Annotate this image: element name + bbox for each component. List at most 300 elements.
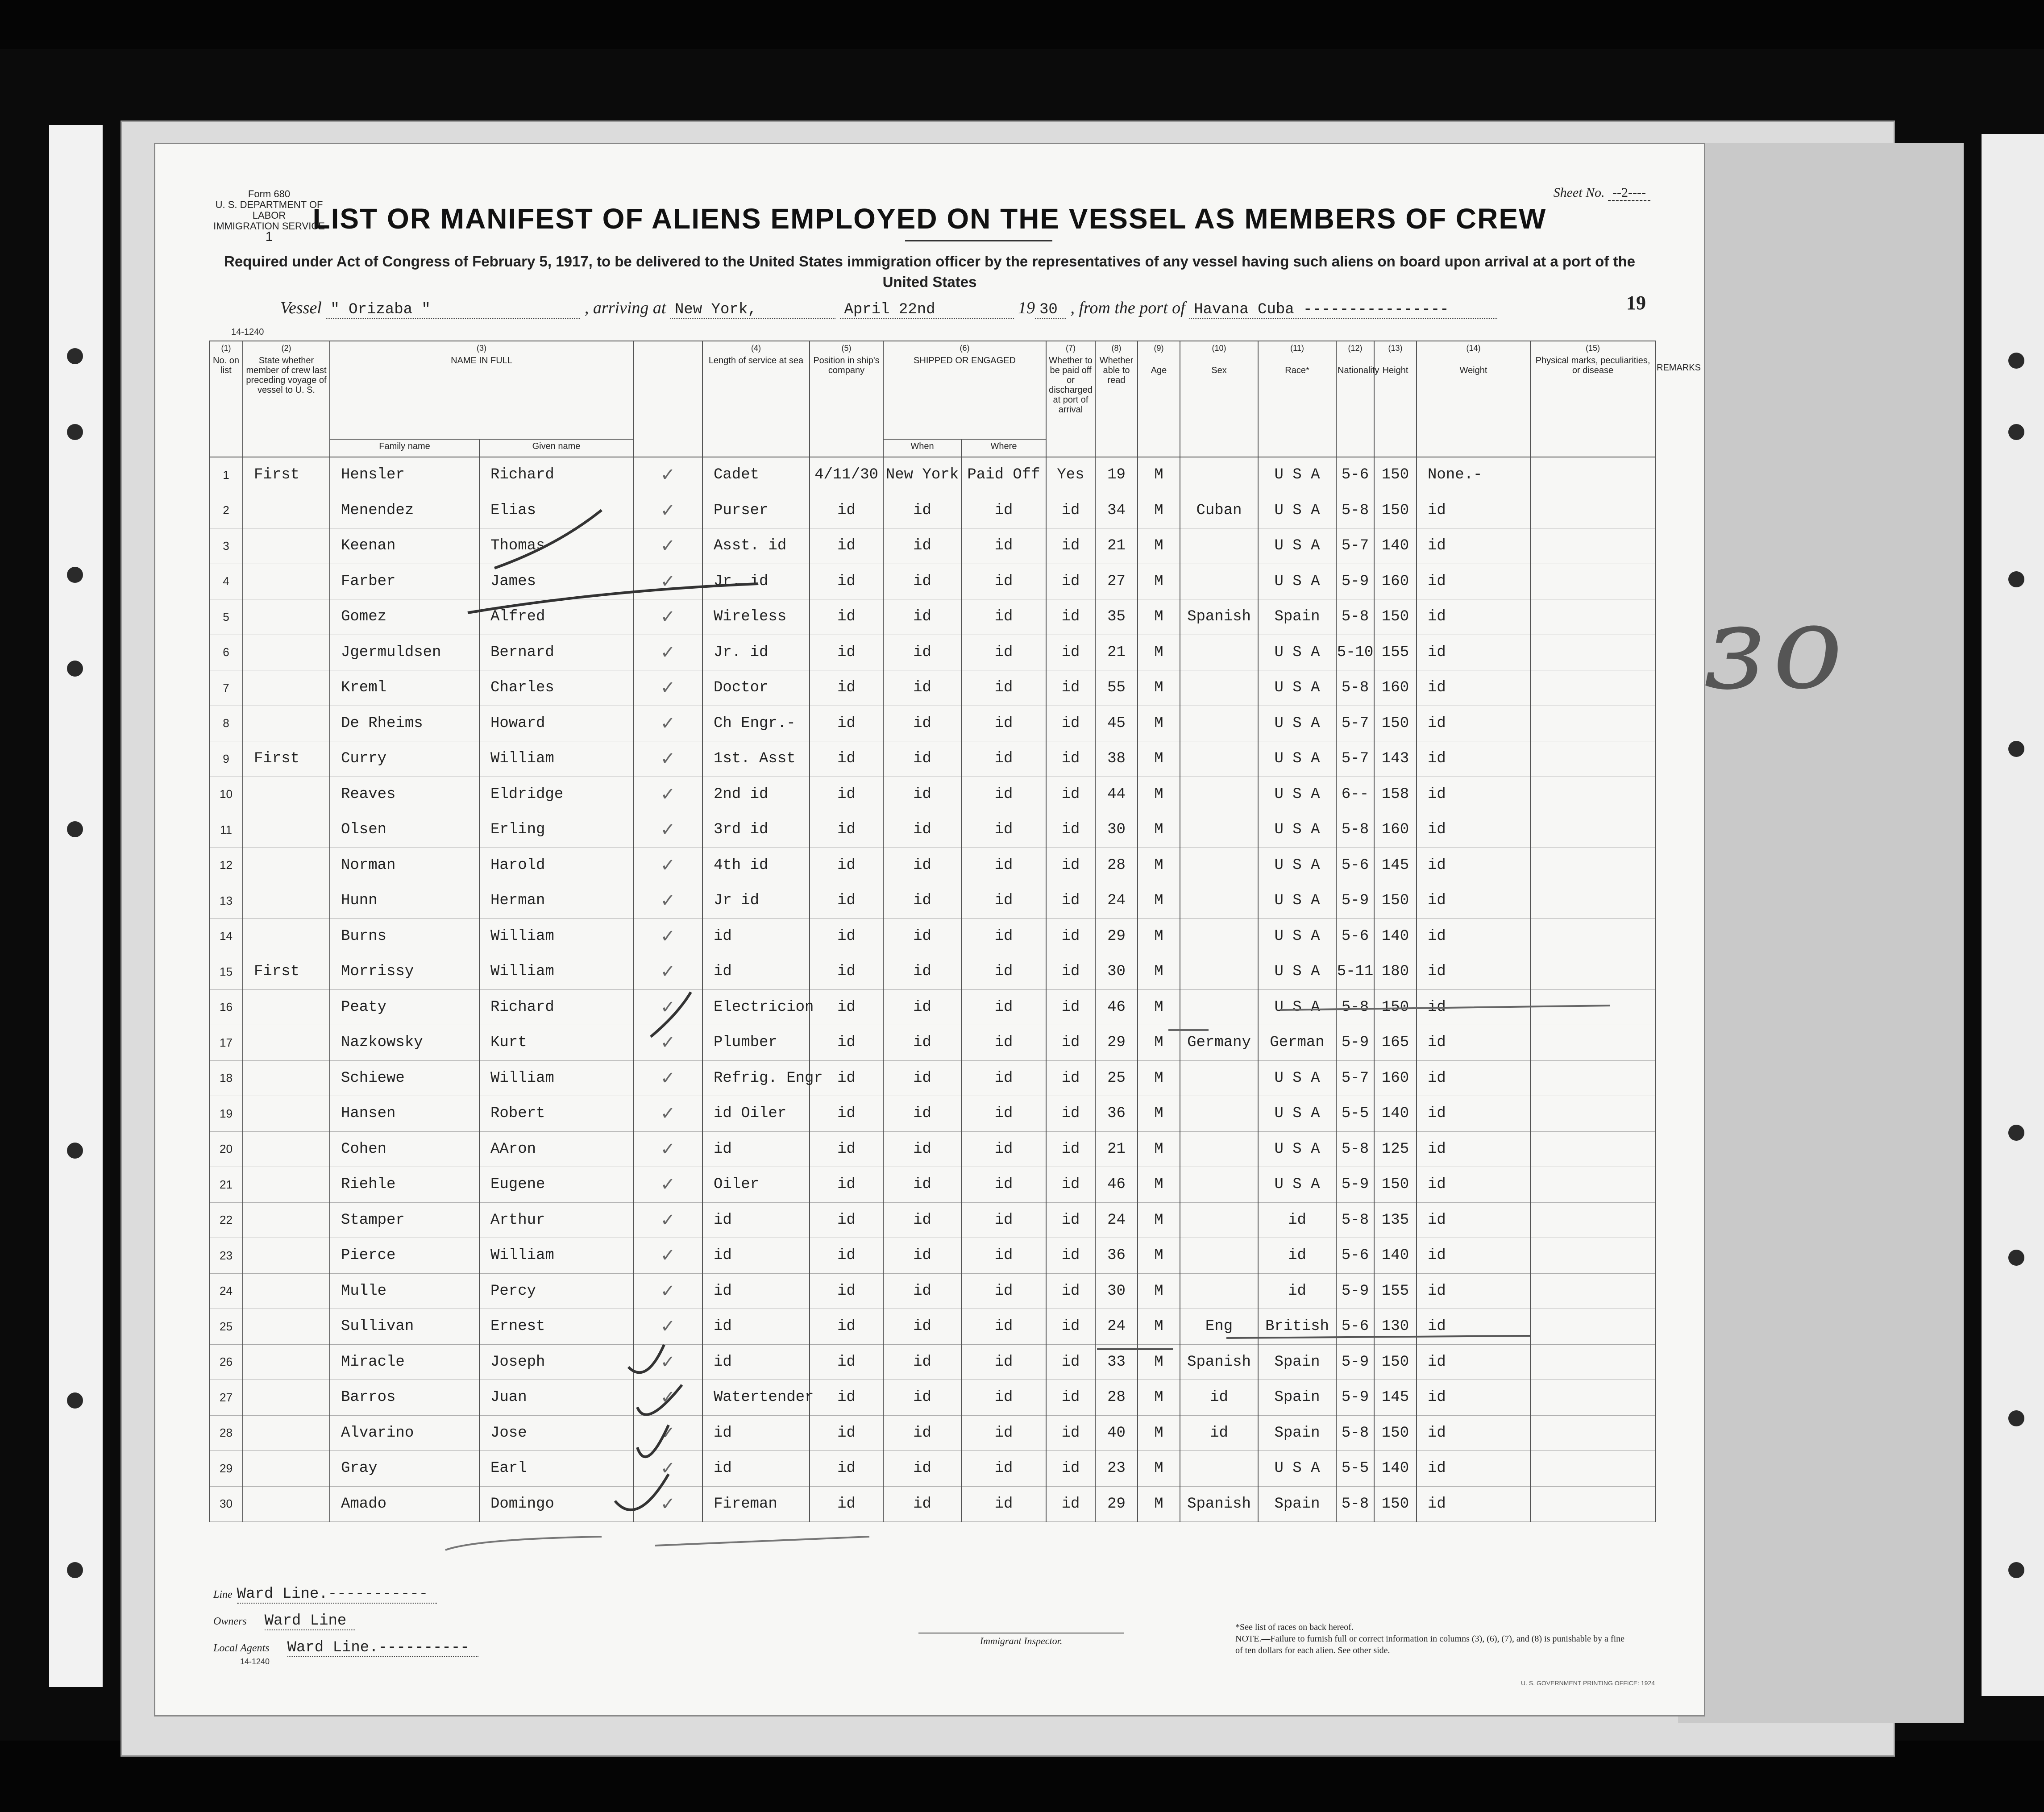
given-name: Domingo xyxy=(479,1486,633,1522)
shipped-when: id xyxy=(810,1344,883,1380)
family-name: Stamper xyxy=(330,1202,479,1238)
service-check: ✓ xyxy=(633,493,702,528)
given-name: Eldridge xyxy=(479,777,633,812)
weight-cell: 160 xyxy=(1374,1060,1417,1096)
weight-cell: 158 xyxy=(1374,777,1417,812)
table-row xyxy=(209,777,1655,812)
nationality-cell: U S A xyxy=(1258,777,1336,812)
shipped-when: id xyxy=(810,1415,883,1451)
weight-cell: 150 xyxy=(1374,989,1417,1025)
binder-hole xyxy=(2008,1410,2024,1426)
shipped-when: id xyxy=(810,918,883,954)
remarks-cell xyxy=(1530,1238,1655,1274)
race-cell: Cuban xyxy=(1180,493,1258,528)
departure-port: Havana Cuba ---------------- xyxy=(1189,301,1497,319)
sheet-number xyxy=(1554,185,1650,200)
paid-off-cell: id xyxy=(961,528,1046,564)
col-service-header: (4) Length of service at sea xyxy=(702,341,810,457)
sheet-value: --2---- xyxy=(1608,185,1650,201)
position-cell: id xyxy=(702,918,810,954)
height-cell: 5-8 xyxy=(1336,989,1374,1025)
table-row xyxy=(209,741,1655,777)
physical-marks-cell: id xyxy=(1417,1344,1530,1380)
given-name: Bernard xyxy=(479,635,633,670)
remarks-cell xyxy=(1530,1131,1655,1167)
binder-hole xyxy=(67,567,83,583)
nationality-cell: id xyxy=(1258,1273,1336,1309)
row-number: 21 xyxy=(209,1167,243,1203)
physical-marks-cell: id xyxy=(1417,1415,1530,1451)
row-number: 26 xyxy=(209,1344,243,1380)
nationality-cell: U S A xyxy=(1258,741,1336,777)
shipped-when: id xyxy=(810,1451,883,1487)
row-number: 11 xyxy=(209,812,243,848)
given-name: Kurt xyxy=(479,1025,633,1061)
race-cell xyxy=(1180,528,1258,564)
paid-off-cell: id xyxy=(961,564,1046,599)
family-name: Gray xyxy=(330,1451,479,1487)
height-cell: 5-8 xyxy=(1336,1131,1374,1167)
department: U. S. DEPARTMENT OF LABOR xyxy=(215,199,323,221)
race-cell xyxy=(1180,1451,1258,1487)
col-read-header: (8) Whether able to read xyxy=(1095,341,1138,457)
year: 30 xyxy=(1035,301,1066,319)
service-check: ✓ xyxy=(633,1486,702,1522)
physical-marks-cell: id xyxy=(1417,528,1530,564)
sex-cell: M xyxy=(1138,1273,1180,1309)
paid-off-cell: id xyxy=(961,1060,1046,1096)
state-cell xyxy=(243,1131,330,1167)
race-cell xyxy=(1180,635,1258,670)
race-cell xyxy=(1180,1131,1258,1167)
age-cell: 21 xyxy=(1095,1131,1138,1167)
given-name: Charles xyxy=(479,670,633,706)
position-cell: id xyxy=(702,1202,810,1238)
sex-cell: M xyxy=(1138,1167,1180,1203)
weight-cell: 145 xyxy=(1374,848,1417,883)
state-cell: First xyxy=(243,954,330,990)
remarks-cell xyxy=(1530,1202,1655,1238)
height-cell: 5-8 xyxy=(1336,599,1374,635)
row-number: 17 xyxy=(209,1025,243,1061)
height-cell: 5-8 xyxy=(1336,812,1374,848)
able-to-read-cell: id xyxy=(1046,1380,1095,1416)
nationality-cell: Spain xyxy=(1258,1344,1336,1380)
position-cell: Wireless xyxy=(702,599,810,635)
age-cell: 44 xyxy=(1095,777,1138,812)
family-name: Menendez xyxy=(330,493,479,528)
family-name: Burns xyxy=(330,918,479,954)
weight-cell: 150 xyxy=(1374,599,1417,635)
nationality-cell: U S A xyxy=(1258,528,1336,564)
shipped-where: id xyxy=(883,1238,961,1274)
row-number: 13 xyxy=(209,883,243,919)
height-cell: 5-8 xyxy=(1336,493,1374,528)
shipped-where: id xyxy=(883,1167,961,1203)
table-row xyxy=(209,1096,1655,1132)
age-cell: 30 xyxy=(1095,954,1138,990)
family-name: Hensler xyxy=(330,457,479,493)
shipped-where: id xyxy=(883,1451,961,1487)
paid-off-cell: id xyxy=(961,1415,1046,1451)
sex-cell: M xyxy=(1138,1025,1180,1061)
age-cell: 21 xyxy=(1095,528,1138,564)
remarks-cell xyxy=(1530,1344,1655,1380)
given-name: Erling xyxy=(479,812,633,848)
weight-cell: 150 xyxy=(1374,457,1417,493)
given-name: Arthur xyxy=(479,1202,633,1238)
shipped-where: id xyxy=(883,1309,961,1345)
nationality-cell: U S A xyxy=(1258,1167,1336,1203)
table-row xyxy=(209,1025,1655,1061)
col-position-header: (5) Position in ship's company xyxy=(810,341,883,457)
col-sex-header: (10) Sex xyxy=(1180,341,1258,457)
given-name: Robert xyxy=(479,1096,633,1132)
from-label: , from the port of xyxy=(1070,299,1185,317)
page-title: LIST OR MANIFEST OF ALIENS EMPLOYED ON THE VESSEL AS MEMBERS OF CREW xyxy=(312,203,1547,235)
weight-cell: 130 xyxy=(1374,1309,1417,1345)
able-to-read-cell: id xyxy=(1046,1273,1095,1309)
shipped-where: id xyxy=(883,1273,961,1309)
race-cell xyxy=(1180,883,1258,919)
height-cell: 5-8 xyxy=(1336,670,1374,706)
race-note: *See list of races on back hereof. xyxy=(1235,1622,1354,1632)
col-weight-header: (14) Weight xyxy=(1417,341,1530,457)
service-check: ✓ xyxy=(633,1131,702,1167)
age-cell: 36 xyxy=(1095,1238,1138,1274)
physical-marks-cell: id xyxy=(1417,1202,1530,1238)
shipped-when: 4/11/30 xyxy=(810,457,883,493)
owners-value: Ward Line xyxy=(265,1613,356,1630)
sex-cell: M xyxy=(1138,777,1180,812)
physical-marks-cell: id xyxy=(1417,812,1530,848)
state-cell xyxy=(243,1060,330,1096)
table-row xyxy=(209,1451,1655,1487)
line-field xyxy=(213,1586,437,1603)
page-number: 19 xyxy=(1626,292,1646,314)
race-cell: id xyxy=(1180,1415,1258,1451)
service-check: ✓ xyxy=(633,989,702,1025)
nationality-cell: U S A xyxy=(1258,883,1336,919)
state-cell xyxy=(243,1415,330,1451)
printer-imprint: U. S. GOVERNMENT PRINTING OFFICE: 1924 xyxy=(1521,1679,1655,1687)
shipped-where: id xyxy=(883,706,961,741)
given-name: Jose xyxy=(479,1415,633,1451)
row-number: 8 xyxy=(209,706,243,741)
nationality-cell: Spain xyxy=(1258,599,1336,635)
given-name: Elias xyxy=(479,493,633,528)
paid-off-cell: id xyxy=(961,493,1046,528)
shipped-when: id xyxy=(810,1096,883,1132)
arrival-date: April 22nd xyxy=(840,301,1014,319)
weight-cell: 150 xyxy=(1374,493,1417,528)
binder-hole xyxy=(67,1562,83,1578)
height-cell: 5-9 xyxy=(1336,1344,1374,1380)
weight-cell: 150 xyxy=(1374,1415,1417,1451)
position-cell: id xyxy=(702,954,810,990)
weight-cell: 140 xyxy=(1374,528,1417,564)
physical-marks-cell: id xyxy=(1417,883,1530,919)
physical-marks-cell: id xyxy=(1417,1131,1530,1167)
shipped-when: id xyxy=(810,1025,883,1061)
service-check: ✓ xyxy=(633,1096,702,1132)
form-code: 14-1240 xyxy=(231,327,264,337)
row-number: 28 xyxy=(209,1415,243,1451)
sex-cell: M xyxy=(1138,1060,1180,1096)
row-number: 5 xyxy=(209,599,243,635)
shipped-when: id xyxy=(810,706,883,741)
remarks-cell xyxy=(1530,493,1655,528)
state-cell xyxy=(243,1344,330,1380)
row-number: 23 xyxy=(209,1238,243,1274)
race-cell xyxy=(1180,777,1258,812)
shipped-when: id xyxy=(810,1486,883,1522)
shipped-when: id xyxy=(810,777,883,812)
given-name: Richard xyxy=(479,989,633,1025)
given-name: Herman xyxy=(479,883,633,919)
weight-cell: 180 xyxy=(1374,954,1417,990)
binder-hole xyxy=(67,424,83,440)
table-row xyxy=(209,1202,1655,1238)
col-checkmark-header xyxy=(633,341,702,457)
sex-cell: M xyxy=(1138,1238,1180,1274)
shipped-when: id xyxy=(810,1273,883,1309)
physical-marks-cell: id xyxy=(1417,670,1530,706)
nationality-cell: id xyxy=(1258,1202,1336,1238)
physical-marks-cell: id xyxy=(1417,848,1530,883)
table-row xyxy=(209,706,1655,741)
weight-cell: 140 xyxy=(1374,918,1417,954)
col-marks-header: (15) Physical marks, peculiarities, or disease xyxy=(1530,341,1655,457)
height-cell: 5-7 xyxy=(1336,1060,1374,1096)
state-cell xyxy=(243,1486,330,1522)
table-row xyxy=(209,493,1655,528)
height-cell: 5-6 xyxy=(1336,457,1374,493)
paid-off-cell: id xyxy=(961,777,1046,812)
binder-hole xyxy=(2008,1250,2024,1266)
inspector-signature-line: Immigrant Inspector. xyxy=(918,1633,1124,1647)
able-to-read-cell: id xyxy=(1046,812,1095,848)
row-number: 18 xyxy=(209,1060,243,1096)
remarks-cell xyxy=(1530,706,1655,741)
sex-cell: M xyxy=(1138,741,1180,777)
age-cell: 30 xyxy=(1095,812,1138,848)
sex-cell: M xyxy=(1138,1451,1180,1487)
family-name: Amado xyxy=(330,1486,479,1522)
family-name: Pierce xyxy=(330,1238,479,1274)
sex-cell: M xyxy=(1138,528,1180,564)
weight-cell: 150 xyxy=(1374,1344,1417,1380)
position-cell: Electricion xyxy=(702,989,810,1025)
binder-hole xyxy=(67,1392,83,1409)
able-to-read-cell: id xyxy=(1046,848,1095,883)
binder-hole xyxy=(67,348,83,364)
given-name: James xyxy=(479,564,633,599)
paid-off-cell: id xyxy=(961,1486,1046,1522)
age-cell: 24 xyxy=(1095,883,1138,919)
height-cell: 5-8 xyxy=(1336,1202,1374,1238)
able-to-read-cell: id xyxy=(1046,635,1095,670)
agents-label: Local Agents xyxy=(213,1642,270,1654)
remarks-cell xyxy=(1530,954,1655,990)
height-cell: 5-6 xyxy=(1336,848,1374,883)
remarks-cell xyxy=(1530,1025,1655,1061)
able-to-read-cell: id xyxy=(1046,1451,1095,1487)
given-name: William xyxy=(479,1238,633,1274)
given-name: Juan xyxy=(479,1380,633,1416)
table-row xyxy=(209,1309,1655,1345)
table-row xyxy=(209,1167,1655,1203)
table-row xyxy=(209,599,1655,635)
remarks-cell xyxy=(1530,1380,1655,1416)
age-cell: 24 xyxy=(1095,1309,1138,1345)
shipped-where: id xyxy=(883,883,961,919)
weight-cell: 125 xyxy=(1374,1131,1417,1167)
sex-cell: M xyxy=(1138,670,1180,706)
nationality-cell: U S A xyxy=(1258,918,1336,954)
back-page-edge xyxy=(1678,143,1964,1723)
age-cell: 38 xyxy=(1095,741,1138,777)
sex-cell: M xyxy=(1138,1344,1180,1380)
family-name: Miracle xyxy=(330,1344,479,1380)
physical-marks-cell: id xyxy=(1417,1025,1530,1061)
col-when-header: When xyxy=(883,439,961,457)
race-cell xyxy=(1180,1096,1258,1132)
row-number: 1 xyxy=(209,457,243,493)
sex-cell: M xyxy=(1138,848,1180,883)
race-cell xyxy=(1180,564,1258,599)
remarks-cell xyxy=(1530,1273,1655,1309)
able-to-read-cell: id xyxy=(1046,1415,1095,1451)
family-name: Schiewe xyxy=(330,1060,479,1096)
family-name: Barros xyxy=(330,1380,479,1416)
sex-cell: M xyxy=(1138,1380,1180,1416)
col-state-header: (2) State whether member of crew last preceding voyage of vessel to U. S. xyxy=(243,341,330,457)
table-row xyxy=(209,954,1655,990)
physical-marks-cell: id xyxy=(1417,564,1530,599)
able-to-read-cell: id xyxy=(1046,599,1095,635)
state-cell xyxy=(243,635,330,670)
remarks-cell xyxy=(1530,777,1655,812)
shipped-when: id xyxy=(810,1380,883,1416)
table-row xyxy=(209,1380,1655,1416)
shipped-when: id xyxy=(810,883,883,919)
col-no-header: (1) No. on list xyxy=(209,341,243,457)
height-cell: 5-6 xyxy=(1336,918,1374,954)
shipped-where: id xyxy=(883,1131,961,1167)
shipped-when: id xyxy=(810,1238,883,1274)
position-cell: Oiler xyxy=(702,1167,810,1203)
position-cell: Watertender xyxy=(702,1380,810,1416)
service-check: ✓ xyxy=(633,1202,702,1238)
race-cell xyxy=(1180,812,1258,848)
state-cell xyxy=(243,1380,330,1416)
paid-off-cell: id xyxy=(961,1025,1046,1061)
service-check: ✓ xyxy=(633,1309,702,1345)
shipped-when: id xyxy=(810,670,883,706)
remarks-cell xyxy=(1530,528,1655,564)
position-cell: Jr. id xyxy=(702,564,810,599)
race-cell: Germany xyxy=(1180,1025,1258,1061)
state-cell xyxy=(243,848,330,883)
age-cell: 25 xyxy=(1095,1060,1138,1096)
weight-cell: 160 xyxy=(1374,670,1417,706)
shipped-when: id xyxy=(810,528,883,564)
shipped-where: id xyxy=(883,1096,961,1132)
family-name: Sullivan xyxy=(330,1309,479,1345)
row-number: 2 xyxy=(209,493,243,528)
col-paid-header: (7) Whether to be paid off or discharged at port of arrival xyxy=(1046,341,1095,457)
service-check: ✓ xyxy=(633,706,702,741)
age-cell: 21 xyxy=(1095,635,1138,670)
shipped-where: id xyxy=(883,670,961,706)
given-name: Ernest xyxy=(479,1309,633,1345)
col-age-header: (9) Age xyxy=(1138,341,1180,457)
age-cell: 27 xyxy=(1095,564,1138,599)
shipped-where: id xyxy=(883,777,961,812)
family-name: Nazkowsky xyxy=(330,1025,479,1061)
owners-field xyxy=(213,1613,355,1629)
nationality-cell: U S A xyxy=(1258,812,1336,848)
physical-marks-cell: id xyxy=(1417,1096,1530,1132)
col-family-header: Family name xyxy=(330,439,479,457)
paid-off-cell: id xyxy=(961,1167,1046,1203)
position-cell: Plumber xyxy=(702,1025,810,1061)
table-row xyxy=(209,1344,1655,1380)
nationality-cell: Spain xyxy=(1258,1486,1336,1522)
remarks-cell xyxy=(1530,741,1655,777)
state-cell xyxy=(243,670,330,706)
table-row xyxy=(209,918,1655,954)
family-name: Olsen xyxy=(330,812,479,848)
paid-off-cell: id xyxy=(961,954,1046,990)
service-check: ✓ xyxy=(633,848,702,883)
sex-cell: M xyxy=(1138,706,1180,741)
shipped-where: id xyxy=(883,599,961,635)
age-cell: 24 xyxy=(1095,1202,1138,1238)
shipped-where: New York xyxy=(883,457,961,493)
family-name: Morrissy xyxy=(330,954,479,990)
arriving-port: New York, xyxy=(670,301,835,319)
paid-off-cell: id xyxy=(961,706,1046,741)
service-check: ✓ xyxy=(633,599,702,635)
height-cell: 5-8 xyxy=(1336,1486,1374,1522)
shipped-where: id xyxy=(883,1486,961,1522)
height-cell: 5-9 xyxy=(1336,1380,1374,1416)
col-given-header: Given name xyxy=(479,439,633,457)
crew-table: (1) No. on list (2) State whether member of crew last preceding voyage of vessel to U. S. (3) NAME IN FULL (4) Length of service at sea (5) Position in ship's company (6) SHIPPED OR ENGAGED (7) Whether to be paid off or discharged at port of arrival (8) Whether able to read (9) Age (10) Sex (11) Race* (12) Nationality (13) Height (14) Weight (15) Physical marks, peculiarities, or disease REMARKS Family name Given name When Where 1 First Hensler Richard ✓ Cadet 4/11/30 New York Paid Off Yes 19 M U S A 5-6 150 None.- 2 Menendez Elias ✓ Purser id id id id 34 M Cuban U S A 5-8 150 id 3 Keenan Thomas ✓ Asst. id id id id id 21 M U S A 5-7 140 id 4 Farber James ✓ Jr. id id id id id 27 M U S A 5-9 160 id 5 Gomez Alfred ✓ Wireless id id id id 35 M Spanish Spain 5-8 150 id 6 Jgermuldsen Bernard ✓ Jr. id id id id id 21 M U S A 5-10 155 id 7 Kreml Charles ✓ Doctor id id id id 55 M U S A 5-8 160 id 8 De Rheims Howard ✓ Ch Engr.- id id id id 45 M U S A 5-7 150 id 9 First Curry William ✓ 1st. Asst id id id id 38 M U S A 5-7 143 id 10 Reaves Eldridge ✓ 2nd id id id id id 44 M U S A 6-- 158 id 11 Olsen Erling ✓ 3rd id id id id id 30 M U S A 5-8 160 id 12 Norman Harold ✓ 4th id id id id id 28 M U S A 5-6 145 id 13 Hunn Herman ✓ Jr id id id id id 24 M U S A 5-9 150 id 14 Burns William ✓ id id id id id 29 M U S A 5-6 140 id 15 First Morrissy William ✓ id id id id id 30 M U S A 5-11 180 id 16 Peaty Richard ✓ Electricion id id id id 46 M U S A 5-8 150 id 17 Nazkowsky Kurt ✓ Plumber id id id id 29 M Germany German 5-9 165 id 18 Schiewe William ✓ Refrig. Engr id id id id 25 M U S A 5-7 160 id 19 Hansen Robert ✓ id Oiler id id id id 36 M U S A 5-5 140 id 20 Cohen AAron ✓ id id id id id 21 M U S A 5-8 125 id 21 Riehle Eugene ✓ Oiler id id id id 46 M U S A 5-9 150 id 22 Stamper Arthur ✓ id id id id id 24 M id 5-8 135 id 23 Pierce William ✓ id id id id id 36 M id 5-6 140 id 24 Mulle Percy ✓ id id id id id 30 M id 5-9 155 id 25 Sullivan Ernest ✓ id id id id id 24 M Eng British 5-6 130 id 26 Miracle Joseph ✓ id id id id id 33 M Spanish Spain 5-9 150 id 27 Barros Juan ✓ Watertender id id id id 28 M id Spain 5-9 145 id 28 Alvarino Jose ✓ id id id id id 40 M id Spain 5-8 150 id 29 Gray Earl ✓ id id id id id 23 M U S A 5-5 140 id 30 Amado Domingo ✓ Fireman id id id id 29 M Spanish Spain 5-8 150 id xyxy=(209,341,1656,1522)
sex-cell: M xyxy=(1138,918,1180,954)
service: IMMIGRATION SERVICE xyxy=(213,220,325,232)
nationality-cell: U S A xyxy=(1258,670,1336,706)
height-cell: 5-11 xyxy=(1336,954,1374,990)
paid-off-cell: id xyxy=(961,741,1046,777)
age-cell: 28 xyxy=(1095,1380,1138,1416)
service-check: ✓ xyxy=(633,1167,702,1203)
service-check: ✓ xyxy=(633,564,702,599)
row-number: 24 xyxy=(209,1273,243,1309)
physical-marks-cell: id xyxy=(1417,493,1530,528)
row-number: 12 xyxy=(209,848,243,883)
service-check: ✓ xyxy=(633,1344,702,1380)
weight-cell: 145 xyxy=(1374,1380,1417,1416)
sex-cell: M xyxy=(1138,635,1180,670)
background-scrawl: ɜo xyxy=(1705,580,1852,715)
able-to-read-cell: id xyxy=(1046,1344,1095,1380)
family-name: Jgermuldsen xyxy=(330,635,479,670)
annotation-stroke xyxy=(445,1537,869,1550)
paid-off-cell: id xyxy=(961,1202,1046,1238)
